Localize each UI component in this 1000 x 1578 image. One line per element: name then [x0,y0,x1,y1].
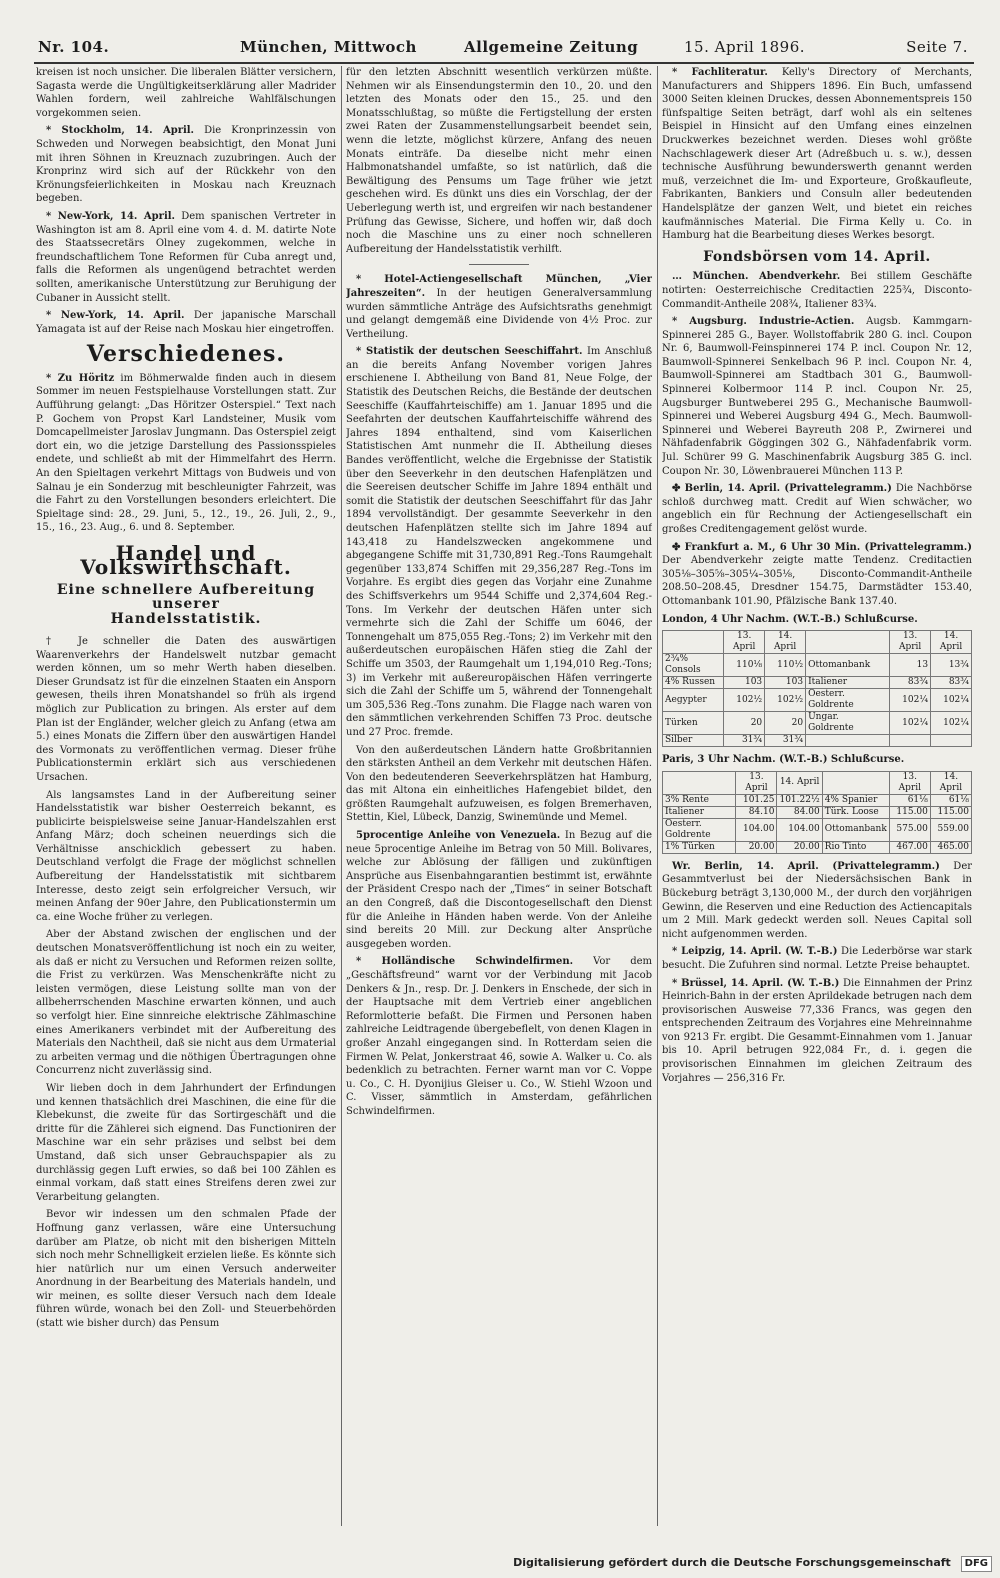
table-cell: 465.00 [930,841,971,853]
table-cell: 84.00 [777,806,822,818]
column-middle [346,66,652,1526]
dateline: Wr. Berlin, 14. April. (Privattelegramm.) [672,860,940,872]
table-cell: 102¼ [931,712,972,735]
article-paragraph: Aber der Abstand zwischen der englischen und der deutschen Monatsveröffentlichung ist noch ein zu weiter, als daß er nicht zu Versuchen und Reformen reizen sollte, die Frist zu verkürzen. Was Menschenkräfte nicht zu leisten vermögen, diese Leistung sollte man von der allbeherrschenden Maschine erwarten können, und auch so verfolgt hier. Eine sinnreiche elektrische Zählmaschine eines Amerikaners verbindet mit der Aufbereitung des Materials den Nachtheil, daß sie nicht aus dem Urmaterial zu arbeiten vermag und die nöthigen Übertragungen ohne Concurrenz nicht zuverlässig sind. [36,929,336,1077]
news-text: Der japanische Marschall Yamagata ist auf der Reise nach Moskau hier eingetroffen. [36,310,336,335]
table-cell: 3% Rente [663,794,736,806]
column-left [36,66,336,1526]
table-cell: 101.22½ [777,794,822,806]
table-cell: 101.25 [736,794,777,806]
table-cell: 31¾ [765,735,806,747]
dateline: * Zu Höritz [46,372,115,384]
news-item [346,273,652,341]
dateline: ✤ Frankfurt a. M., 6 Uhr 30 Min. (Privattelegramm.) [672,541,972,553]
article-paragraph: † Je schneller die Daten des auswärtigen Waarenverkehrs der Handelswelt nutzbar gemacht werden können, um so mehr Werth haben dieselben. Dieser Grundsatz ist für die einzelnen Staaten ein Ansporn gewesen, theils ihren Monatshandel so früh als irgend möglich zur Publication zu bringen. Als erster auf dem Plan ist der Engländer, welcher gleich zu Anfang (etwa am 5.) eines Monats die Ziffern über den auswärtigen Handel des Vormonats zu veröffentlichen vermag. Dieser frühe Publicationstermin erklärt sich aus verschiedenen Ursachen. [36,635,336,783]
table-cell: 61⅛ [889,794,930,806]
market-report [662,482,972,536]
table-cell: Ottomanbank [806,654,890,677]
news-text: Die Einnahmen der Prinz Heinrich-Bahn in der ersten Aprildekade betrugen nach dem provisorischen Ausweise 77,336 Francs, was gegen den entsprechenden Zeitraum des Vorjahres eine Mehreinnahme von 9213 Fr. ergibt. Die Gesammt-Einnahmen vom 1. Januar bis 10. April betrugen 922,084 Fr., d. i. gegen die provisorischen Einnahmen im gleichen Zeitraum des Vorjahres — 256,316 Fr. [662,977,972,1084]
section-heading-verschiedenes: Verschiedenes. [86,341,286,368]
news-text: Bei stillem Geschäfte notirten: Oesterreichische Creditactien 225¾, Disconto-Commandit-Antheile 208¾, Italiener 83¾. [662,271,972,310]
table-cell: 4% Russen [663,677,724,689]
table-cell: 20.00 [777,841,822,853]
news-text: Kelly's Directory of Merchants, Manufacturers and Shippers 1896. Ein Buch, umfassend 3000 Seiten kleinen Druckes, dessen Abonnementspreis 150 fünfspaltige Seiten beträgt, darf wohl als ein seltenes Beispiel in Hinsicht auf den Umfang eines einzelnen Druckwerkes bezeichnet werden. Dieses wohl größte Nachschlagewerk dieser Art (Adreßbuch u. s. w.), dessen technische Ausführung bewunderswerth genannt werden muß, verzeichnet die Im- und Exporteure, Großkaufleute, Fabrikanten, Bankiers und Consuln aller bedeutenden Handelsplätze der ganzen Welt, und bietet ein reiches kaufmännisches Material. Die Firma Kelly u. Co. in Hamburg hat die Bearbeitung dieses Werkes besorgt. [662,67,972,242]
page-header [34,32,974,64]
table-row [663,735,972,747]
table-header-cell: 14. April [765,631,806,654]
table-cell: 2¾% Consols [663,654,724,677]
news-text: Die Lederbörse war stark besucht. Die Zufuhren sind normal. Letzte Preise behauptet. [662,946,972,971]
news-item [36,124,336,206]
section-heading-fondsboersen: Fondsbörsen vom 14. April. [703,248,931,265]
table-cell: Türken [663,712,724,735]
dateline: * Leipzig, 14. April. (W. T.-B.) [672,946,838,958]
table-header-cell: 14. April [931,631,972,654]
dateline: * Stockholm, 14. April. [46,125,195,137]
table-row [663,818,972,841]
table-header-cell: 13. April [889,771,930,794]
table-cell: 104.00 [777,818,822,841]
table-cell: Silber [663,735,724,747]
section-heading-handel: Handel und Volkswirthschaft. [80,541,292,579]
news-item [662,66,972,243]
news-item [36,210,336,305]
table-cell: 13 [890,654,931,677]
article-paragraph: Wir lieben doch in dem Jahrhundert der Erfindungen und kennen thatsächlich drei Maschinen, die eine für die Klebekunst, die zweite für das Sortirgeschäft und die dritte für die Zählerei sich eignend. Das Functioniren der Maschine war ein sehr präzises und selbst bei dem Umstand, daß sich unser Gebrauchspapier als zu durchlässig gegen Luft erwies, so daß bei 100 Zählen es einmal vorkam, daß statt eines Streifens deren zwei zur Verarbeitung gelangten. [36,1082,336,1203]
article-paragraph: für den letzten Abschnitt wesentlich verkürzen müßte. Nehmen wir als Einsendungstermin den 10., 20. und den letzten des Monats oder den 15., 25. und den Monatsschlußtag, so müßte die Fertigstellung der ersten zwei Raten der Zusammenstellungsarbeit beendet sein, wenn die letzte, möglichst kürzere, Anfang des neuen Monats einträfe. Da dieselbe nicht mehr einen Halbmonatshandel umfaßte, so ist natürlich, daß die Bewältigung des Pensums um Tage früher wie jetzt geschehen wird. Es dünkt uns dies ein Vorschlag, der der Ueberlegung werth ist, und ergreifen wir nach bestandener Prüfung das Gewisse, Sichere, und hoffen wir, daß doch noch die Maschine uns zu einer noch schnelleren Aufbereitung der Handelsstatistik verhilft. [346,67,652,255]
table-cell: 20 [724,712,765,735]
table-cell: 575.00 [889,818,930,841]
table-cell: 102½ [724,689,765,712]
dfg-logo: DFG [961,1556,992,1572]
table-cell: 102¼ [890,689,931,712]
table-cell: Rio Tinto [822,841,889,853]
market-report [662,860,972,942]
table-cell: Italiener [663,806,736,818]
table-cell: 20.00 [736,841,777,853]
news-text: Dem spanischen Vertreter in Washington ist am 8. April eine vom 4. d. M. datirte Note des Staatssecretärs Olney zugekommen, welche in freundschaftlichem Tone Reformen für Cuba anregt und, falls die Reformen als ungenügend betrachtet werden sollten, amerikanische Unterstützung zur Beruhigung der Cubaner in Aussicht stellt. [36,210,336,304]
table-cell: 467.00 [889,841,930,853]
news-item [36,309,336,336]
table-cell: 102½ [765,689,806,712]
news-item [346,955,652,1118]
news-text: im Böhmerwalde finden auch in diesem Sommer im neuen Festspielhause Vorstellungen statt. Zur Aufführung gelangt: „Das Höritzer Osterspiel.“ Text nach P. Gochem von Propst Karl Landsteiner, Musik vom Domcapellmeister Jaroslav Jungmann. Das Osterspiel zeigt dort ein, wo die jetzige Darstellung des Passionsspieles endete, und schließt ab mit der Himmelfahrt des Herrn. An den Spieltagen verkehrt Mittags von Budweis und von Salnau je ein Sonderzug mit beschleunigter Fahrzeit, was die Fahrt zu den Vorstellungen besonders erleichtert. Die Spieltage sind: 28., 29. Juni, 5., 12., 19., 26. Juli, 2., 9., 15., 16., 23. Aug., 6. und 8. September. [36,372,336,534]
table-cell [890,735,931,747]
dateline: * New-York, 14. April. [46,210,176,222]
market-report [662,945,972,972]
article-text: kreisen ist noch unsicher. Die liberalen Blätter versichern, Sagasta werde die Ungültigkeitserklärung aller Madrider Wahlen fordern, weil zahlreiche Wahlfälschungen vorgekommen seien. [36,67,336,119]
news-text: Der Abendverkehr zeigte matte Tendenz. Creditactien 305⅛–305⅝–305¼–305⅛, Disconto-Commandit-Antheile 208.50–208.45, Dresdner 154.75, Darmstädter 153.40, Ottomanbank 101.90, Pfälzische Bank 137.40. [662,555,972,607]
column-rule [657,66,658,1526]
table-cell: Italiener [806,677,890,689]
page-number: Seite 7. [906,38,968,56]
market-report [662,270,972,311]
table-cell: 13¾ [931,654,972,677]
issue-number: Nr. 104. [38,38,110,56]
market-report [662,541,972,609]
table-header-cell: 13. April [736,771,777,794]
table-header-cell: 14. April [777,771,822,794]
dateline: * Fachliteratur. [672,67,768,78]
news-item [36,372,336,535]
news-text: Im Anschluß an die bereits Anfang November vorigen Jahres erschienene I. Abtheilung von Band 81, Neue Folge, der Statistik des Deutschen Reichs, die Bestände der deutschen Seeschiffe (Kauffahrteischiffe) am 1. Januar 1895 und die Seefahrten der deutschen Kauffahrteischiffe während des Jahres 1894 enthaltend, sind vom Kaiserlichen Statistischen Amt nunmehr die II. Abtheilung dieses Bandes veröffentlicht, welche die Ergebnisse der Statistik über den Seeverkehr in den deutschen Hafenplätzen und die Seereisen deutscher Schiffe im Jahre 1894 enthält und somit die Statistik der deutschen Seeschiffahrt für das Jahr 1894 vervollständigt. Der gesammte Seeverkehr in den deutschen Hafenplätzen stellte sich im Jahre 1894 auf 143,418 zu Handelszwecken angekommene und abgegangene Schiffe mit 31,730,891 Reg.-Tons Raumgehalt gegenüber 133,874 Schiffen mit 29,356,287 Reg.-Tons im Vorjahre. Es ergibt dies gegen das Vorjahr eine Zunahme des Schiffsverkehrs um 9544 Schiffe und 2,374,604 Reg.-Tons. Im Verkehr der deutschen Häfen unter sich vermehrte sich die Zahl der Schiffe um 6046, der Tonnengehalt um 875,055 Reg.-Tons; 2) im Verkehr mit den außerdeutschen europäischen Häfen stieg die Zahl der Schiffe um 3503, der Raumgehalt um 1,194,010 Reg.-Tons; 3) im Verkehr mit außereuropäischen Häfen verringerte sich die Zahl der Schiffe um 5, während der Tonnengehalt um 305,536 Reg.-Tons zunahm. Die Flagge nach waren von den sämmtlichen verkehrenden Schiffen 73 Proc. deutsche und 27 Proc. fremde. [346,346,652,738]
dateline: ✤ Berlin, 14. April. (Privattelegramm.) [672,483,892,495]
table-header-cell: 13. April [724,631,765,654]
news-item [346,829,652,951]
dateline: * Brüssel, 14. April. (W. T.-B.) [672,977,840,989]
column-right [662,66,972,1526]
table-cell: 102¼ [890,712,931,735]
column-rule [341,66,342,1526]
table-cell: 104.00 [736,818,777,841]
article-paragraph: Von den außerdeutschen Ländern hatte Großbritannien den stärksten Antheil an dem Verkehr mit deutschen Häfen. Von den bedeutenderen Seeverkehrsplätzen hat Hamburg, das mit Altona ein einheitliches Hafengebiet bildet, den größten Raumgehalt aufzuweisen, es folgen Bremerhaven, Stettin, Kiel, Lübeck, Danzig, Swinemünde und Memel. [346,744,652,824]
article-paragraph: Bevor wir indessen um den schmalen Pfade der Hoffnung ganz verlassen, wäre eine Untersuchung darüber am Platze, ob nicht mit den bisherigen Mitteln sich noch mehr Schnelligkeit erzielen ließe. Es könnte sich hier natürlich nur um einen Versuch anderweiter Anordnung in der Bearbeitung des Materials handeln, und wir meinen, es sollte dieser Versuch nach dem Ideale führen würde, wonach bei den Zoll- und Steuerbehörden (statt wie bisher durch) das Pensum [36,1209,336,1330]
dateline: … München. Abendverkehr. [672,271,841,283]
table-header-cell: 14. April [930,771,971,794]
table-cell: Aegypter [663,689,724,712]
table-cell: 103 [765,677,806,689]
newspaper-title: Allgemeine Zeitung [464,38,639,56]
table-caption: Paris, 3 Uhr Nachm. (W.T.-B.) Schlußcurse. [662,754,905,766]
news-text: Vor dem „Geschäftsfreund“ warnt vor der Verbindung mit Jacob Denkers & Jn., resp. Dr. J. Denkers in Enschede, der sich in der Hauptsache mit dem Vertrieb einer angeblichen Reformlotterie befaßt. Die Firmen und Personen haben zahlreiche Leidtragende übergebeflelt, von denen Klagen in großer Anzahl eingegangen sind. In Rotterdam seien die Firmen W. Pelat, Jonkerstraat 46, sowie A. Walker u. Co. als bedenklich zu betrachten. Ferner warnt man vor C. Voppe u. Co., C. H. Dyonijius Gleiser u. Co., W. Stiehl Wzoon und C. Visser, sämmtlich in Amsterdam, gefährlichen Schwindelfirmen. [346,956,652,1117]
table-cell [806,735,890,747]
dateline: 5procentige Anleihe von Venezuela. [356,830,561,842]
news-text: Die Kronprinzessin von Schweden und Norwegen beabsichtigt, den Monat Juni mit ihren Söhnen in Kreuznach zuzubringen. Auch der Kronprinz wird sich auf der Rückkehr von den Krönungsfeierlichkeiten in Moskau nach Kreuznach begeben. [36,125,336,205]
table-cell: 1% Türken [663,841,736,853]
news-text: In der heutigen Generalversammlung wurden sämmtliche Anträge des Aufsichtsraths genehmigt und gelangt demgemäß eine Dividende von 4½ Proc. zur Vertheilung. [346,287,652,340]
table-header-cell [663,631,724,654]
table-cell: 4% Spanier [822,794,889,806]
market-report [662,315,972,478]
table-cell: Türk. Loose [822,806,889,818]
table-cell: Ungar. Goldrente [806,712,890,735]
table-row [663,654,972,677]
table-caption: London, 4 Uhr Nachm. (W.T.-B.) Schlußcurse. [662,613,918,625]
table-header-cell [663,771,736,794]
table-cell: 102¼ [931,689,972,712]
article-paragraph: Als langsamstes Land in der Aufbereitung seiner Handelsstatistik war bisher Oesterreich bekannt, es publicirte beispielsweise seine Januar-Handelszahlen erst Anfang März; doch scheinen neuerdings sich die Verhältnisse anschicklich gebessert zu haben. Deutschland verfolgt die Frage der möglichst schnellen Aufbereitung der Handelsstatistik mit sichtbarem Interesse, desto zeigt sein erfolgreicher Versuch, wir meinen Anfang der 90er Jahre, den Publicationstermin um ca. eine Woche früher zu verlegen. [36,789,336,923]
news-text: Der Gesammtverlust bei der Niedersächsischen Bank in Bückeburg beträgt 3,130,000 M., der durch den vorjährigen Gewinn, die Reserven und eine Reduction des Actiencapitals um 2 Mill. Mark gedeckt werden soll. Neues Capital soll nicht aufgenommen werden. [662,860,972,940]
table-cell: Oesterr. Goldrente [806,689,890,712]
news-item [346,345,652,739]
article-title-line2: Handelsstatistik. [110,611,262,628]
london-rates-table [662,630,972,747]
table-row [663,677,972,689]
separator [469,264,529,265]
table-header-cell [806,631,890,654]
table-cell: 115.00 [889,806,930,818]
dateline: * Statistik der deutschen Seeschiffahrt. [356,346,583,358]
dateline: * Holländische Schwindelfirmen. [356,956,574,968]
table-row [663,806,972,818]
table-cell: 83¾ [890,677,931,689]
table-cell: 115.00 [930,806,971,818]
news-text: In Bezug auf die neue 5procentige Anleihe im Betrag von 50 Mill. Bolivares, welche zur Ablösung der fälligen und zukünftigen Ansprüche aus Eisenbahngarantien bestimmt ist, erwähnte der Präsident Crespo nach der „Times“ in seiner Botschaft an den Congreß, daß die Discontogesellschaft den Dienst für die Anleihe in Händen haben werde. Von der Anleihe sind bereits 20 Mill. zur Deckung alter Ansprüche ausgegeben worden. [346,830,652,950]
table-cell [931,735,972,747]
table-cell: 31¾ [724,735,765,747]
news-text: Augsb. Kammgarn-Spinnerei 285 G., Bayer. Wollstoffabrik 280 G. incl. Coupon Nr. 6, Baumwoll-Feinspinnerei 174 P. incl. Coupon Nr. 12, Baumwoll-Spinnerei Senkelbach 96 P. incl. Coupon Nr. 4, Baumwoll-Spinnerei am Stadtbach 301 G., Baumwoll-Spinnerei Kolbermoor 114 P. incl. Coupon Nr. 25, Augsburger Buntweberei 295 G., Mechanische Baumwoll-Spinnerei und Weberei Augsburg 494 G., Mech. Baumwoll-Spinnerei und Weberei Bayreuth 208 P., Zwirnerei und Nähfadenfabrik Göggingen 302 G., Nähfadenfabrik vorm. Jul. Schürer 99 G. Maschinenfabrik Augsburg 385 G. incl. Coupon Nr. 30, Löwenbrauerei München 113 P. [662,316,972,477]
table-cell: Ottomanbank [822,818,889,841]
credit-text: Digitalisierung gefördert durch die Deutsche Forschungsgemeinschaft [513,1556,951,1569]
issue-date: 15. April 1896. [684,38,806,56]
place-and-day: München, Mittwoch [240,38,417,56]
table-cell: 559.00 [930,818,971,841]
dateline: * Hotel-Actiengesellschaft München, „Vier Jahreszeiten“. [346,274,652,299]
news-text: Die Nachbörse schloß durchweg matt. Credit auf Wien schwächer, wo angeblich ein für Rechnung der Actiengesellschaft ein großes Creditengagement gelöst wurde. [662,483,972,535]
table-header-cell [822,771,889,794]
table-cell: Oesterr. Goldrente [663,818,736,841]
table-cell: 110⅛ [724,654,765,677]
table-row [663,841,972,853]
table-header-cell: 13. April [890,631,931,654]
table-cell: 84.10 [736,806,777,818]
table-cell: 20 [765,712,806,735]
table-cell: 110½ [765,654,806,677]
market-report [662,977,972,1086]
dateline: * New-York, 14. April. [46,310,185,322]
table-row [663,794,972,806]
dateline: * Augsburg. Industrie-Actien. [672,316,855,328]
table-row [663,712,972,735]
table-cell: 103 [724,677,765,689]
article-title: Eine schnellere Aufbereitung unserer [56,582,316,612]
table-cell: 83¾ [931,677,972,689]
paris-rates-table [662,771,972,854]
table-row [663,689,972,712]
digitization-credit [432,1548,1000,1578]
table-cell: 61⅛ [930,794,971,806]
